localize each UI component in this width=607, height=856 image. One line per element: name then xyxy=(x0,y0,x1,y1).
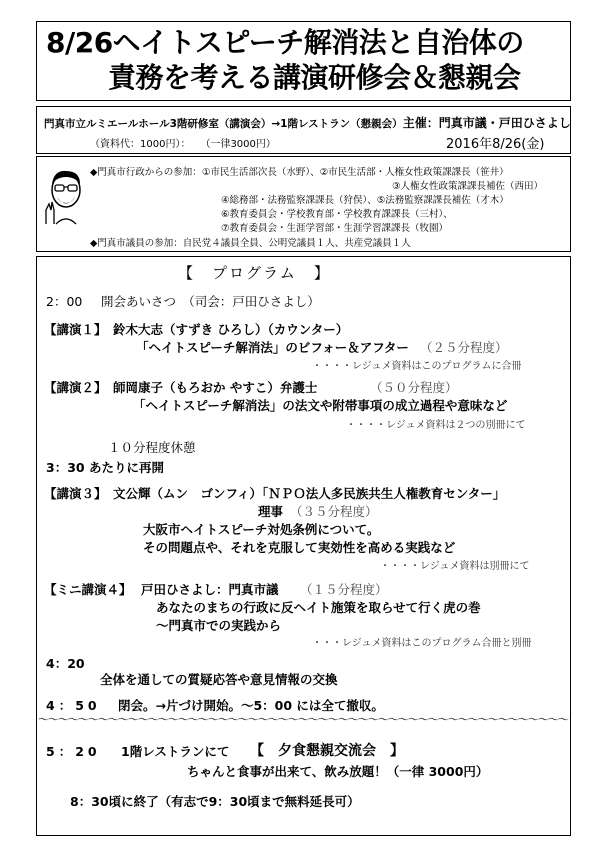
resume-text: 3：30 あたりに再開 xyxy=(46,460,164,475)
lecture3-role: 理事 xyxy=(258,504,284,519)
gov-label: ◆門真市行政からの参加： xyxy=(90,167,202,178)
venue-text xyxy=(44,114,571,131)
lecture1-speaker: 鈴木大志（すずき ひろし）（カウンター） xyxy=(113,322,349,337)
mini-lecture-topic-2: ～門真市での実践から xyxy=(156,618,282,633)
lecture3-topic-1: 大阪市ヘイトスピーチ対処条例について。 xyxy=(143,522,380,537)
lecture2-label: 【講演２】 xyxy=(44,380,107,395)
event-date: 2016年8/26(金) xyxy=(446,137,545,152)
lecture1-duration: （２５分程度） xyxy=(420,340,508,355)
gov-item-2: ③人権女性政策課課長補佐（西田） xyxy=(392,181,544,192)
lecture2-speaker: 師岡康子（もろおか やすこ）弁護士 xyxy=(113,380,318,395)
lecture3-speaker: 文公輝（ムン ゴンフィ）「ＮＰＯ法人多民族共生人権教育センター」 xyxy=(113,486,506,501)
mini-lecture-label: 【ミニ講演４】 xyxy=(44,582,132,597)
lecture1-label: 【講演１】 xyxy=(44,322,107,337)
mini-lecture-note: ・・・レジュメ資料はこのプログラム合冊と別冊 xyxy=(312,638,532,649)
lecture1-note: ・・・・レジュメ資料はこのプログラムに合冊 xyxy=(312,361,522,372)
gov-item-3: ④総務部・法務監察課課長（狩俣）、⑤法務監察課課長補佐（才木） xyxy=(221,195,509,206)
opening-text: 開会あいさつ （司会：戸田ひさよし） xyxy=(101,294,320,309)
party-time: 5：20 xyxy=(46,744,101,759)
close-time: 4：50 xyxy=(46,698,101,713)
lecture2-note: ・・・・レジュメ資料は２つの別冊にて xyxy=(346,420,526,431)
qa-time: 4：20 xyxy=(46,656,85,671)
lecture3-note: ・・・・レジュメ資料は別冊にて xyxy=(380,561,530,572)
mini-lecture-topic-1: あなたのまちの行政に反ヘイト施策を取らせて行く虎の巻 xyxy=(156,600,481,615)
title-line-2: 責務を考える講演研修会＆懇親会 xyxy=(108,61,521,94)
party-label: 1階レストランにて xyxy=(121,744,230,759)
party-description: ちゃんと食事が出来て、飲み放題！（一律 3000円） xyxy=(187,764,489,779)
lecture1-topic: 「ヘイトスピーチ解消法」のビフォー＆アフター xyxy=(136,340,409,355)
party-end: 8：30頃に終了（有志で9：30頃まで無料延長可） xyxy=(70,794,360,809)
council-participants: ◆門真市議員の参加：自民党４議員全員、公明党議員１人、共産党議員１人 xyxy=(90,238,411,249)
gov-item-1: ①市民生活部次長（水野）、②市民生活部・人権女性政策課課長（笹井） xyxy=(201,167,509,178)
break-text: １０分程度休憩 xyxy=(108,440,196,455)
close-text: 閉会。→片づけ開始。～5：00 には全て撤収。 xyxy=(118,698,384,713)
opening-time: 2：00 xyxy=(46,294,83,309)
lecture2-topic: 「ヘイトスピーチ解消法」の法文や附帯事項の成立過程や意味など xyxy=(133,398,508,413)
wave-separator-text: ～～～～～～～～～～～～～～～～～～～～～～～～～～～～～～～～～～～～～～～～～～～～～～～～～～～～～ xyxy=(38,716,568,724)
qa-text: 全体を通しての質疑応答や意見情報の交換 xyxy=(100,672,338,687)
party-title: 【 夕食懇親交流会 】 xyxy=(250,743,404,759)
gov-participants-line-1 xyxy=(90,164,509,178)
fee-text: （資料代：1000円）： （一律3000円） xyxy=(90,139,276,150)
lecture3-label: 【講演３】 xyxy=(44,486,107,501)
gov-item-4: ⑥教育委員会・学校教育部・学校教育課課長（三村）、 xyxy=(221,209,453,220)
mini-lecture-speaker: 戸田ひさよし：門真市議 xyxy=(141,582,279,597)
organizer-label: 主催： xyxy=(402,116,439,130)
venue-main: 門真市立ルミエールホール3階研修室（講演会）→1階レストラン（懇親会） xyxy=(44,118,403,130)
mini-lecture-duration: （１５分程度） xyxy=(300,582,388,597)
organizer-name: 門真市議・戸田ひさよし xyxy=(438,116,571,130)
title-line-1: 8/26ヘイトスピーチ解消法と自治体の xyxy=(46,26,524,59)
gov-item-5: ⑦教育委員会・生涯学習部・生涯学習課課長（牧園） xyxy=(221,223,449,234)
lecture3-duration: （３５分程度） xyxy=(290,504,378,519)
program-heading: 【 プログラム 】 xyxy=(178,264,331,282)
lecture3-topic-2: その問題点や、それを克服して実効性を高める実践など xyxy=(143,540,456,555)
wave-separator xyxy=(38,716,570,724)
avatar-illustration xyxy=(42,166,88,226)
lecture2-duration: （５０分程度） xyxy=(370,380,458,395)
